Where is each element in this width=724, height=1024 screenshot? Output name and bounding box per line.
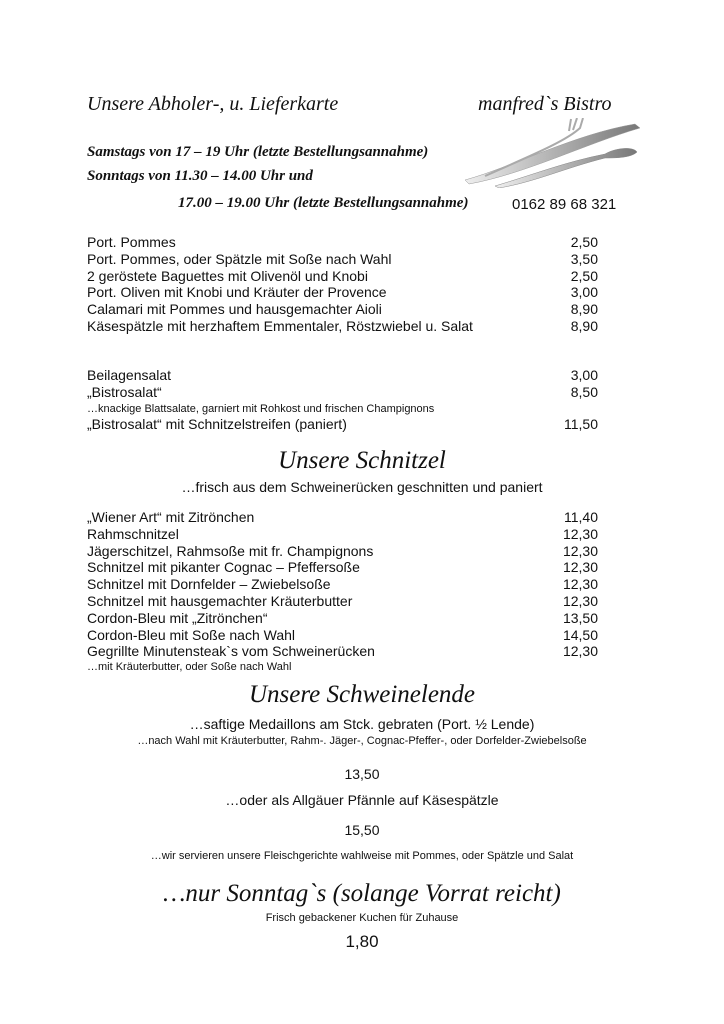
menu-item [87, 526, 598, 543]
side-dish-note: …wir servieren unsere Fleischgerichte wahlweise mit Pommes, oder Spätzle und Salat [150, 850, 574, 862]
item-price: 12,30 [562, 542, 598, 559]
hours-sunday: Sonntags von 11.30 – 14.00 Uhr und [87, 168, 313, 184]
item-price: 12,30 [562, 576, 598, 593]
item-name: Schnitzel mit Dornfelder – Zwiebelsoße [87, 576, 331, 593]
item-price: 11,50 [564, 416, 598, 432]
menu-item [87, 509, 598, 526]
cutlery-icon [455, 118, 645, 188]
item-name: „Bistrosalat“ [87, 384, 162, 400]
item-price: 8,90 [570, 301, 598, 318]
schnitzel-heading: Unsere Schnitzel [278, 447, 446, 474]
item-name: Schnitzel mit pikanter Cognac – Pfeffersoße [87, 559, 360, 576]
item-name: Rahmschnitzel [87, 525, 179, 542]
item-name: „Bistrosalat“ mit Schnitzelstreifen (paniert) [87, 416, 347, 432]
menu-item [87, 384, 598, 401]
menu-item [87, 367, 598, 384]
schnitzel-subtitle: …frisch aus dem Schweinerücken geschnitten und paniert [181, 479, 543, 495]
item-name: Schnitzel mit hausgemachter Kräuterbutter [87, 593, 353, 609]
item-price: 14,50 [562, 626, 598, 643]
item-name: Port. Pommes, oder Spätzle mit Soße nach Wahl [87, 250, 392, 267]
item-name: Jägerschitzel, Rahmsoße mit fr. Champignons [87, 542, 374, 559]
item-price: 12,30 [562, 559, 598, 576]
lende-alternative-price: 15,50 [344, 822, 380, 838]
lende-heading: Unsere Schweinelende [248, 681, 476, 708]
item-price: 12,30 [562, 525, 598, 542]
lende-price: 13,50 [344, 766, 380, 782]
sunday-price: 1,80 [345, 932, 379, 951]
item-name: Cordon-Bleu mit „Zitrönchen“ [87, 609, 268, 626]
hours-sunday-evening: 17.00 – 19.00 Uhr (letzte Bestellungsannahme) [178, 195, 469, 211]
item-name: „Wiener Art“ mit Zitrönchen [87, 509, 255, 525]
item-price: 3,50 [570, 250, 598, 267]
menu-item [87, 576, 598, 593]
hours-saturday: Samstags von 17 – 19 Uhr (letzte Bestellungsannahme) [87, 144, 429, 160]
item-price: 3,00 [570, 284, 598, 301]
brand-name: manfred`s Bistro [478, 93, 612, 115]
menu-item [87, 543, 598, 560]
item-name: Cordon-Bleu mit Soße nach Wahl [87, 626, 296, 643]
phone-number: 0162 89 68 321 [512, 196, 617, 213]
sunday-heading: …nur Sonntag`s (solange Vorrat reicht) [163, 880, 561, 907]
menu-item [87, 416, 598, 433]
menu-item [87, 268, 598, 285]
menu-item [87, 251, 598, 268]
menu-item [87, 643, 598, 660]
item-name: 2 geröstete Baguettes mit Olivenöl und Knobi [87, 267, 368, 284]
menu-item [87, 627, 598, 644]
lende-alternative: …oder als Allgäuer Pfännle auf Käsespätzle [225, 792, 499, 808]
item-name: Port. Oliven mit Knobi und Kräuter der Provence [87, 284, 387, 301]
item-name: Calamari mit Pommes und hausgemachter Aioli [87, 301, 382, 318]
item-price: 11,40 [564, 509, 598, 525]
item-name: Käsespätzle mit herzhaftem Emmentaler, Röstzwiebel u. Salat [87, 318, 473, 334]
menu-item [87, 234, 598, 251]
sunday-subtitle: Frisch gebackener Kuchen für Zuhause [265, 912, 459, 924]
menu-item [87, 593, 598, 610]
salad-note: …knackige Blattsalate, garniert mit Rohkost und frischen Champignons [87, 403, 435, 415]
item-price: 2,50 [570, 267, 598, 284]
item-price: 8,90 [570, 318, 598, 334]
item-name: Beilagensalat [87, 367, 172, 383]
lende-subtitle: …saftige Medaillons am Stck. gebraten (Port. ½ Lende) [189, 716, 535, 732]
menu-item [87, 301, 598, 318]
menu-item [87, 559, 598, 576]
item-price: 3,00 [570, 367, 598, 383]
menu-item [87, 610, 598, 627]
item-price: 8,50 [570, 384, 598, 400]
item-price: 2,50 [570, 234, 598, 250]
menu-item [87, 318, 598, 335]
item-price: 12,30 [562, 593, 598, 609]
lende-note: …nach Wahl mit Kräuterbutter, Rahm-. Jäger-, Cognac-Pfeffer-, oder Dorfelder-Zwiebelsoße [137, 735, 587, 747]
item-name: Gegrillte Minutensteak`s vom Schweinerücken [87, 643, 375, 660]
menu-item [87, 284, 598, 301]
item-price: 12,30 [562, 643, 598, 660]
item-name: Port. Pommes [87, 234, 176, 250]
schnitzel-note: …mit Kräuterbutter, oder Soße nach Wahl [87, 661, 292, 673]
menu-title: Unsere Abholer-, u. Lieferkarte [87, 93, 339, 115]
item-price: 13,50 [562, 609, 598, 626]
